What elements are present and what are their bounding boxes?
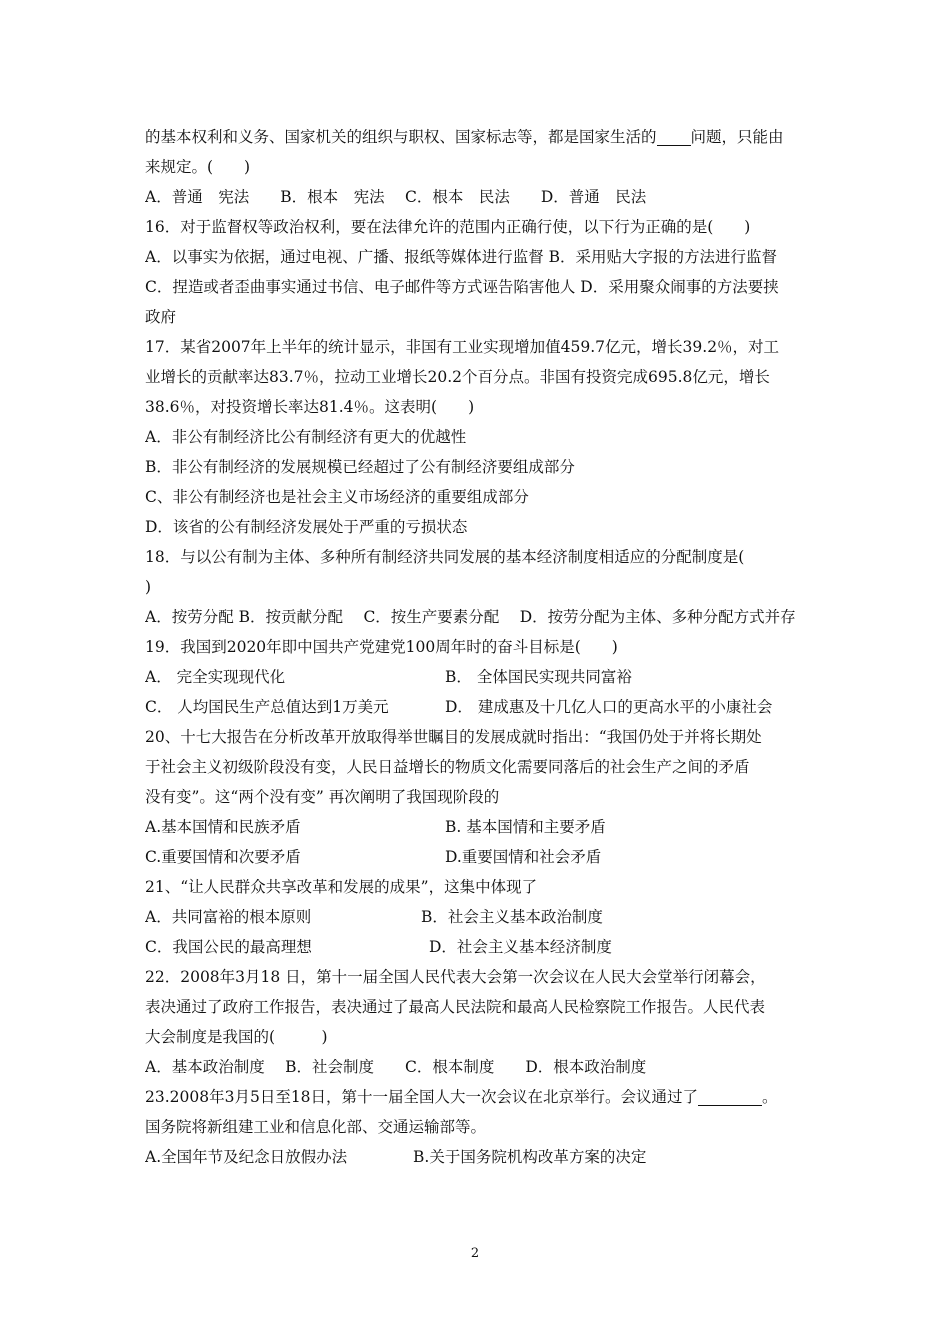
page-number: 2 (470, 1246, 480, 1261)
q23-option-b: B.关于国务院机构改革方案的决定 (413, 1148, 647, 1166)
q23-options-ab (145, 1142, 815, 1172)
q17-option-d: D．该省的公有制经济发展处于严重的亏损状态 (145, 518, 468, 536)
q21-options-ab (145, 902, 815, 932)
q19-option-b: B． 全体国民实现共同富裕 (445, 668, 632, 686)
q19-option-c: C． 人均国民生产总值达到1万美元 (145, 698, 389, 716)
q21-option-b: B．社会主义基本政治制度 (421, 908, 603, 926)
q20-stem-1: 20、十七大报告在分析改革开放取得举世瞩目的发展成就时指出：“我国仍处于并将长期处 (145, 728, 762, 746)
q21-option-d: D．社会主义基本经济制度 (429, 938, 612, 956)
q18-stem-1: 18．与以公有制为主体、多种所有制经济共同发展的基本经济制度相适应的分配制度是( (145, 548, 745, 566)
q17-stem-2: 业增长的贡献率达83.7％，拉动工业增长20.2个百分点。非国有投资完成695.8亿元，增长 (145, 368, 770, 386)
q20-option-c: C.重要国情和次要矛盾 (145, 848, 301, 866)
q17-option-a: A．非公有制经济比公有制经济有更大的优越性 (145, 428, 467, 446)
q22-stem-1: 22．2008年3月18 日，第十一届全国人民代表大会第一次会议在人民大会堂举行闭幕会， (145, 968, 766, 986)
q16-options-cd-cont: 政府 (145, 308, 177, 326)
q21-option-c: C．我国公民的最高理想 (145, 938, 312, 956)
q20-stem-3: 没有变”。这“两个没有变” 再次阐明了我国现阶段的 (145, 788, 500, 806)
q17-stem-1: 17．某省2007年上半年的统计显示，非国有工业实现增加值459.7亿元，增长39.2％，对工 (145, 338, 780, 356)
answer-blank (698, 1087, 762, 1106)
q23-stem-2: 国务院将新组建工业和信息化部、交通运输部等。 (145, 1118, 487, 1136)
q19-options-ab (145, 662, 815, 692)
q22-stem-3: 大会制度是我国的( ) (145, 1028, 328, 1046)
q19-stem: 19．我国到2020年即中国共产党建党100周年时的奋斗目标是( ) (145, 638, 618, 656)
q20-option-b: B. 基本国情和主要矛盾 (445, 818, 606, 836)
q17-option-b: B．非公有制经济的发展规模已经超过了公有制经济要组成部分 (145, 458, 575, 476)
q16-options-cd: C．捏造或者歪曲事实通过书信、电子邮件等方式诬告陷害他人 D．采用聚众闹事的方法要挟 (145, 278, 779, 296)
q16-options-ab: A．以事实为依据，通过电视、广播、报纸等媒体进行监督 B．采用贴大字报的方法进行监督 (145, 248, 778, 266)
q19-option-a: A． 完全实现现代化 (145, 668, 286, 686)
q17-option-c: C、非公有制经济也是社会主义市场经济的重要组成部分 (145, 488, 529, 506)
q21-options-cd (145, 932, 815, 962)
q15-text: 的基本权利和义务、国家机关的组织与职权、国家标志等，都是国家生活的 (145, 128, 657, 146)
q15-text-tail: 问题，只能由 (690, 128, 784, 146)
q20-options-cd (145, 842, 815, 872)
q18-stem-2: ) (145, 578, 152, 596)
answer-blank (657, 127, 691, 146)
q21-option-a: A．共同富裕的根本原则 (145, 908, 312, 926)
q15-options: A．普通 宪法 B．根本 宪法 C．根本 民法 D．普通 民法 (145, 188, 647, 206)
q20-option-d: D.重要国情和社会矛盾 (445, 848, 602, 866)
q16-stem: 16．对于监督权等政治权利，要在法律允许的范围内正确行使，以下行为正确的是( ) (145, 218, 751, 236)
q23-option-a: A.全国年节及纪念日放假办法 (145, 1148, 348, 1166)
q20-option-a: A.基本国情和民族矛盾 (145, 818, 301, 836)
page-content (145, 122, 815, 1172)
q22-options: A．基本政治制度 B．社会制度 C．根本制度 D．根本政治制度 (145, 1058, 647, 1076)
q18-options: A．按劳分配 B．按贡献分配 C．按生产要素分配 D．按劳分配为主体、多种分配方式并存 (145, 608, 796, 626)
q23-text-tail: 。 (762, 1088, 778, 1106)
q20-options-ab (145, 812, 815, 842)
q22-stem-2: 表决通过了政府工作报告，表决通过了最高人民法院和最高人民检察院工作报告。人民代表 (145, 998, 766, 1016)
q19-options-cd (145, 692, 815, 722)
q17-stem-3: 38.6％，对投资增长率达81.4％。这表明( ) (145, 398, 475, 416)
q15-line-1 (145, 122, 815, 152)
q20-stem-2: 于社会主义初级阶段没有变，人民日益增长的物质文化需要同落后的社会生产之间的矛盾 (145, 758, 750, 776)
q21-stem: 21、“让人民群众共享改革和发展的成果”，这集中体现了 (145, 878, 538, 896)
q15-line-2: 来规定。( ) (145, 158, 251, 176)
q23-text: 23.2008年3月5日至18日，第十一届全国人大一次会议在北京举行。会议通过了 (145, 1088, 699, 1106)
q23-stem-1 (145, 1082, 815, 1112)
q19-option-d: D． 建成惠及十几亿人口的更高水平的小康社会 (445, 698, 773, 716)
